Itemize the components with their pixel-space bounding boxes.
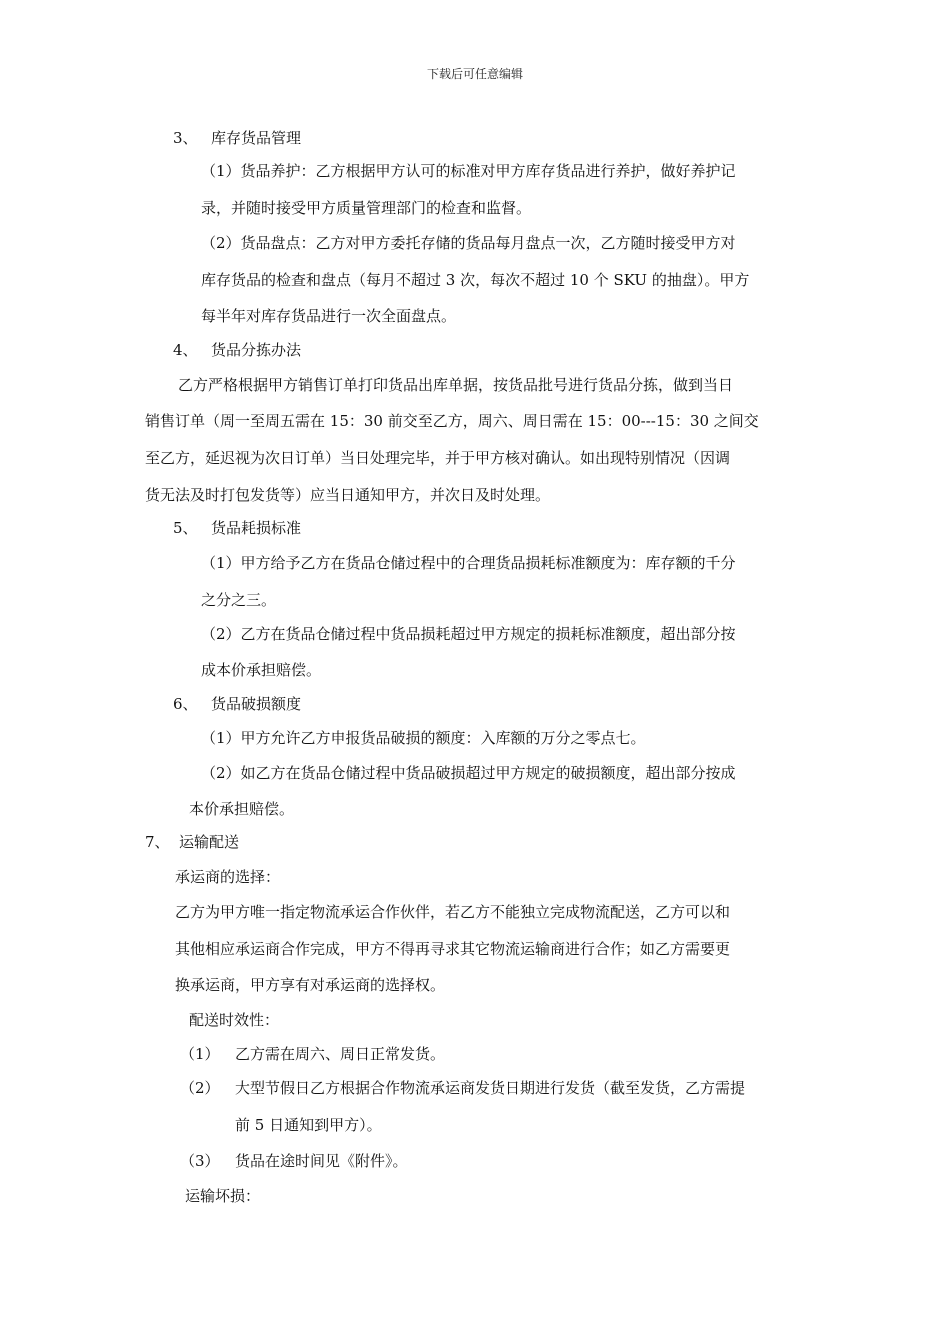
carrier-selection-label: 承运商的选择： [175,868,281,886]
section-7-title: 运输配送 [179,833,240,851]
section-6-2-line-1: （2）如乙方在货品仓储过程中货品破损超过甲方规定的破损额度，超出部分按成 [201,764,736,782]
section-4-para-line-3: 至乙方，延迟视为次日订单）当日处理完毕，并于甲方核对确认。如出现特别情况（因调 [145,449,731,467]
section-5-2-line-1: （2）乙方在货品仓储过程中货品损耗超过甲方规定的损耗标准额度，超出部分按 [201,625,736,643]
section-3-1-line-2: 录，并随时接受甲方质量管理部门的检查和监督。 [201,199,532,217]
section-4-title: 货品分拣办法 [211,341,302,359]
section-3-2-line-3: 每半年对库存货品进行一次全面盘点。 [201,307,457,325]
section-4-number: 4、 [173,341,198,359]
transport-damage-label: 运输坏损： [185,1187,261,1205]
section-4-para-line-1: 乙方严格根据甲方销售订单打印货品出库单据，按货品批号进行货品分拣，做到当日 [178,376,734,394]
section-3-number: 3、 [173,129,198,147]
section-6-2-line-2: 本价承担赔偿。 [189,800,295,818]
timing-item-3-mark: （3） [180,1152,220,1170]
section-5-1-line-2: 之分之三。 [201,591,277,609]
timing-item-1-line-1: 乙方需在周六、周日正常发货。 [235,1045,446,1063]
carrier-para-line-2: 其他相应承运商合作完成，甲方不得再寻求其它物流运输商进行合作；如乙方需要更 [175,940,731,958]
section-3-1-line-1: （1）货品养护：乙方根据甲方认可的标准对甲方库存货品进行养护，做好养护记 [201,162,736,180]
section-4-para-line-2: 销售订单（周一至周五需在 15：30 前交至乙方，周六、周日需在 15：00---15：30 之间交 [145,412,759,430]
section-3-2-line-2: 库存货品的检查和盘点（每月不超过 3 次，每次不超过 10 个 SKU 的抽盘）。甲方 [201,271,750,289]
timing-item-2-line-2: 前 5 日通知到甲方）。 [235,1116,382,1134]
delivery-timing-label: 配送时效性： [189,1011,280,1029]
section-6-number: 6、 [173,695,198,713]
carrier-para-line-3: 换承运商，甲方享有对承运商的选择权。 [175,976,446,994]
timing-item-2-mark: （2） [180,1079,220,1097]
timing-item-2-line-1: 大型节假日乙方根据合作物流承运商发货日期进行发货（截至发货，乙方需提 [235,1079,746,1097]
timing-item-3-line-1: 货品在途时间见《附件》。 [235,1152,408,1170]
section-6-title: 货品破损额度 [211,695,302,713]
section-4-para-line-4: 货无法及时打包发货等）应当日通知甲方，并次日及时处理。 [145,486,551,504]
section-5-title: 货品耗损标准 [211,519,302,537]
section-5-2-line-2: 成本价承担赔偿。 [201,661,322,679]
section-3-title: 库存货品管理 [211,129,302,147]
section-6-1-line-1: （1）甲方允许乙方申报货品破损的额度：入库额的万分之零点七。 [201,729,646,747]
section-5-1-line-1: （1）甲方给予乙方在货品仓储过程中的合理货品损耗标准额度为：库存额的千分 [201,554,736,572]
page-header: 下载后可任意编辑 [426,67,523,81]
section-7-number: 7、 [145,833,170,851]
section-5-number: 5、 [173,519,198,537]
carrier-para-line-1: 乙方为甲方唯一指定物流承运合作伙伴，若乙方不能独立完成物流配送，乙方可以和 [175,903,731,921]
timing-item-1-mark: （1） [180,1045,220,1063]
section-3-2-line-1: （2）货品盘点：乙方对甲方委托存储的货品每月盘点一次，乙方随时接受甲方对 [201,234,736,252]
